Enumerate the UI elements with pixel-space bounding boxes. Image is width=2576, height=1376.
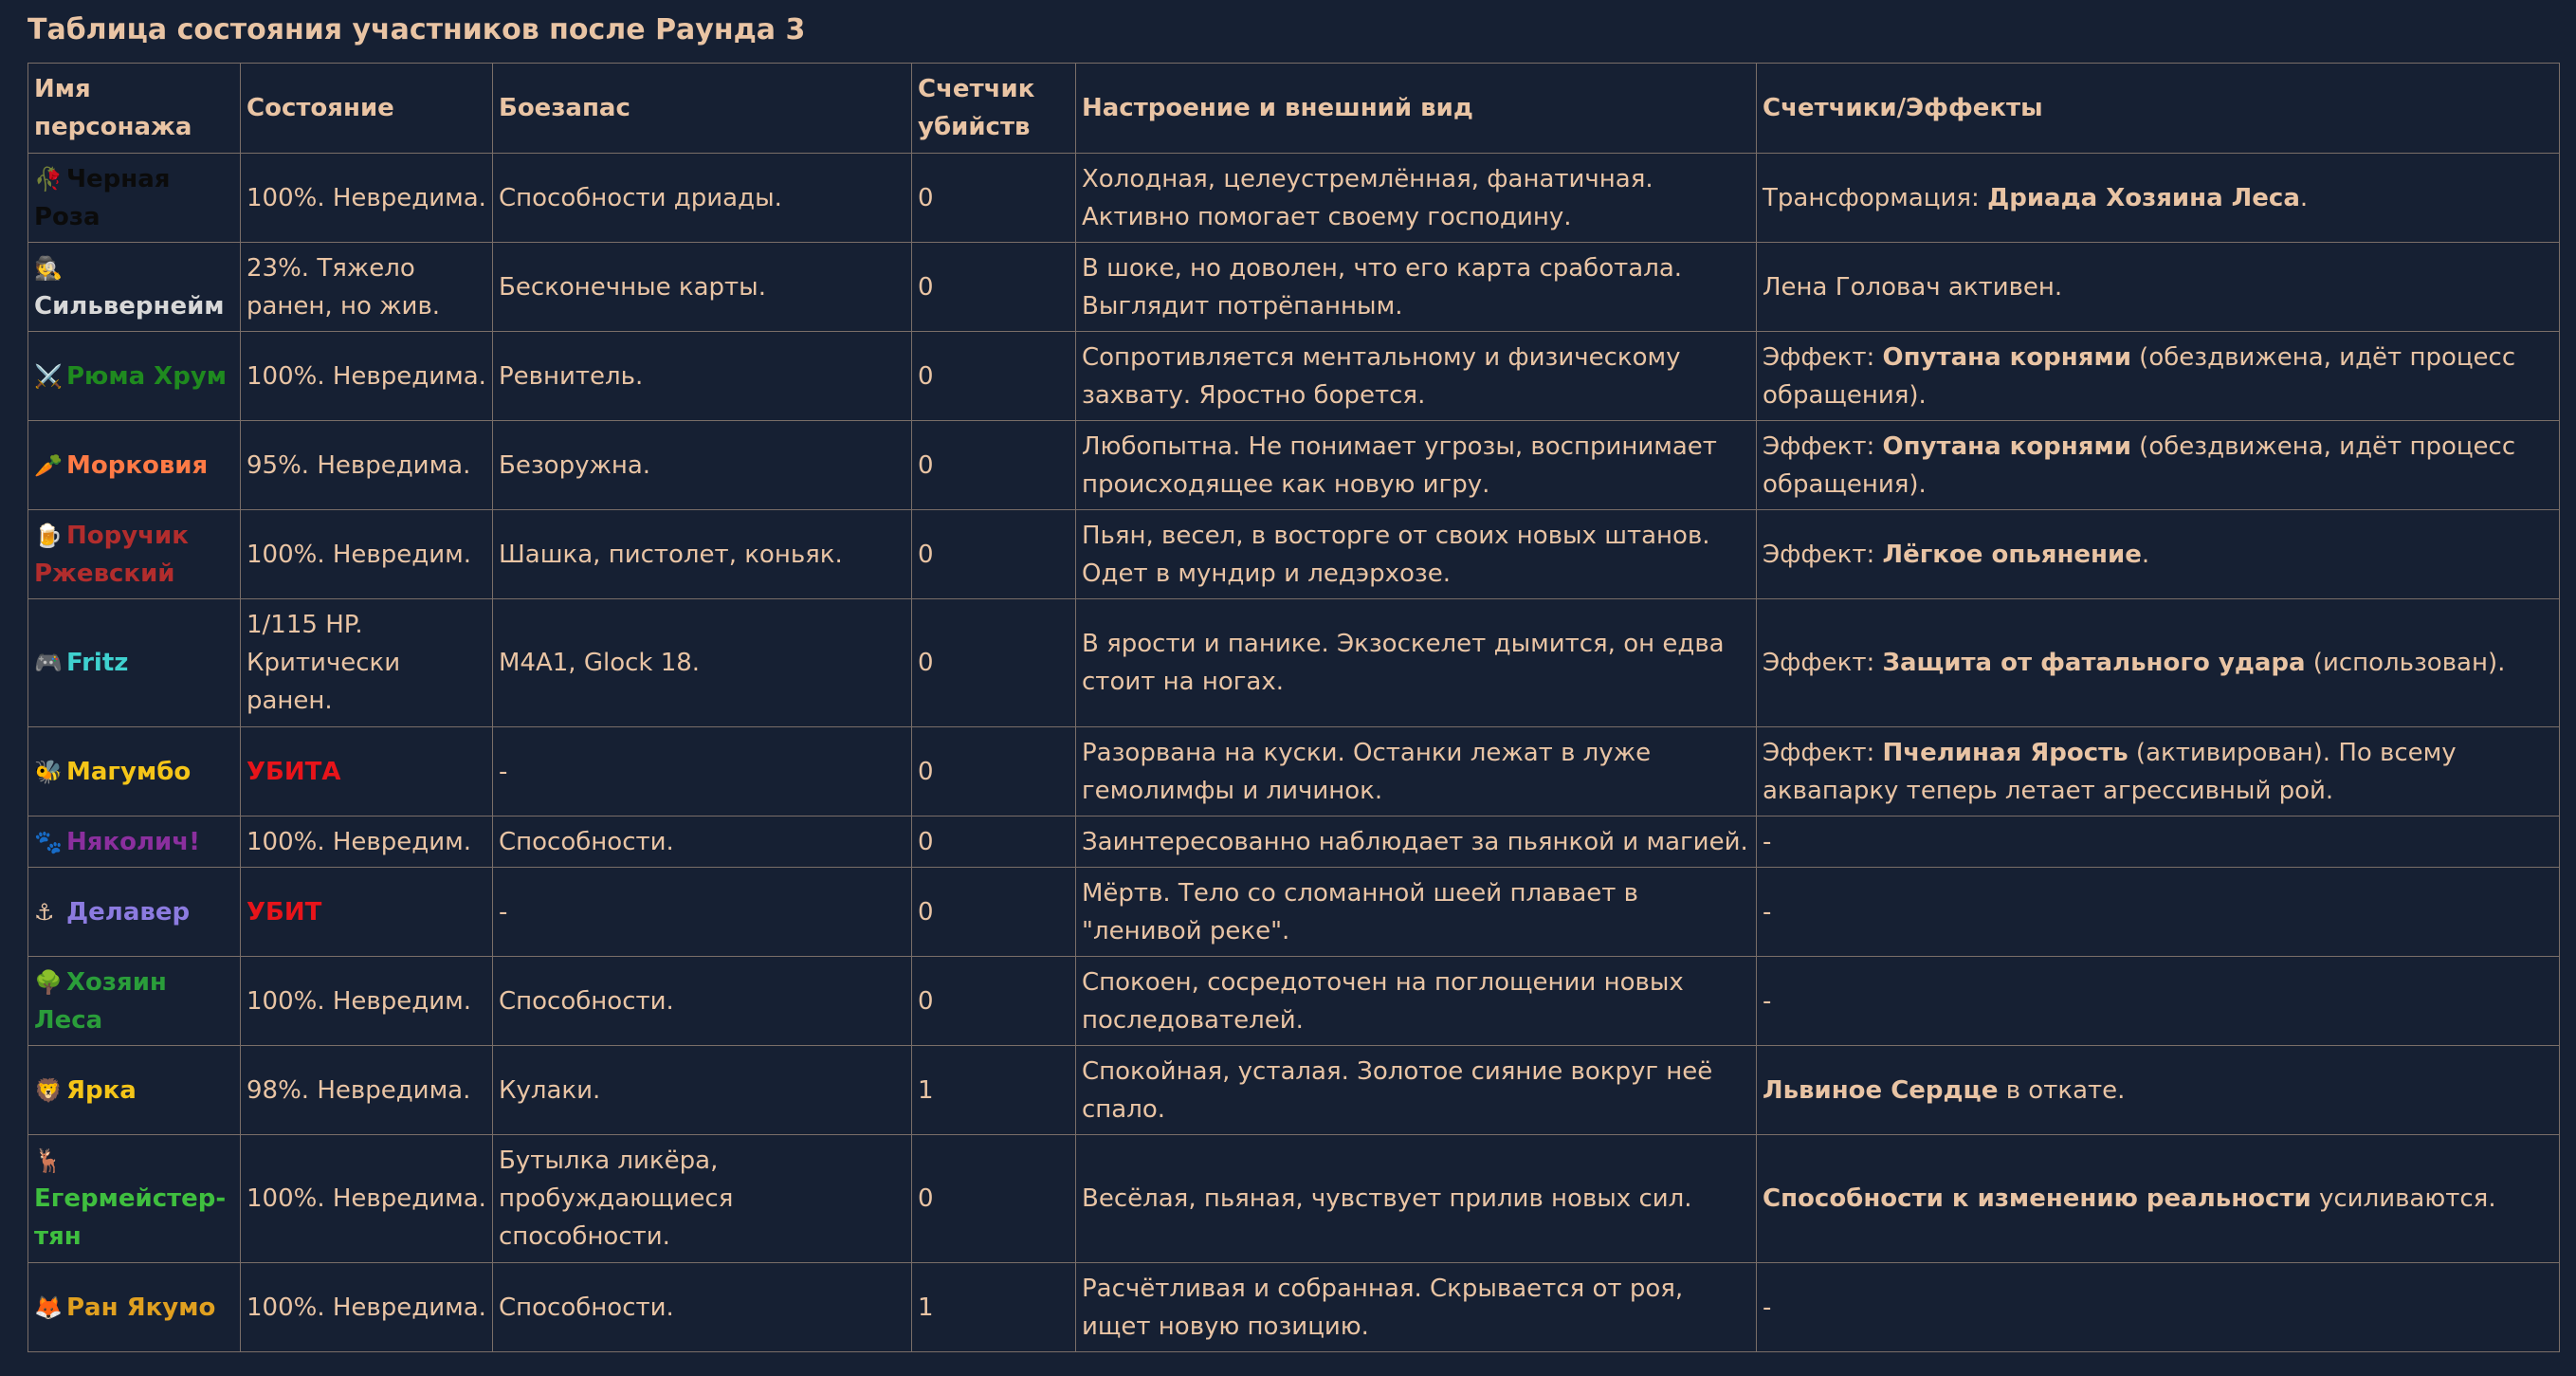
cell-mood: Расчётливая и собранная. Скрывается от роя, ищет новую позицию.: [1076, 1263, 1757, 1352]
page-container: [27, 9, 2559, 1352]
cell-effects: [1757, 243, 2560, 332]
table-row: [28, 332, 2560, 421]
cell-effects: [1757, 816, 2560, 868]
cell-mood: Мёртв. Тело со сломанной шеей плавает в "ленивой реке".: [1076, 868, 1757, 957]
character-name: Рюма Хрум: [66, 361, 228, 391]
cell-ammo: Бесконечные карты.: [493, 243, 912, 332]
cell-effects: [1757, 1135, 2560, 1263]
character-name: Ран Якумо: [66, 1293, 216, 1322]
effect-suffix: усиливаются.: [2311, 1184, 2496, 1213]
effect-prefix: Эффект:: [1763, 342, 1883, 372]
cell-state: 100%. Невредима.: [241, 154, 493, 243]
cell-effects: [1757, 421, 2560, 510]
fox-icon: 🦊: [34, 1293, 63, 1321]
cell-name: [28, 243, 241, 332]
cell-effects: [1757, 510, 2560, 599]
cell-mood: Сопротивляется ментальному и физическому захвату. Яростно борется.: [1076, 332, 1757, 421]
cell-ammo: M4A1, Glock 18.: [493, 599, 912, 727]
character-name: Делавер: [66, 897, 191, 927]
effect-suffix: (активирован). По всему аквапарку теперь летает агрессивный рой.: [1763, 738, 2457, 805]
effect-suffix: (обездвижена, идёт процесс обращения).: [1763, 342, 2516, 410]
cell-mood: В шоке, но доволен, что его карта сработала. Выглядит потрёпанным.: [1076, 243, 1757, 332]
cell-name: [28, 332, 241, 421]
cell-state: 100%. Невредим.: [241, 510, 493, 599]
cell-effects: [1757, 868, 2560, 957]
cell-name: [28, 1046, 241, 1135]
cell-state: 100%. Невредима.: [241, 332, 493, 421]
cell-kills: 0: [912, 727, 1076, 816]
header-ammo: Боезапас: [493, 64, 912, 154]
anchor-icon: ⚓: [34, 898, 55, 926]
cell-mood: Спокойная, усталая. Золотое сияние вокруг неё спало.: [1076, 1046, 1757, 1135]
table-row: [28, 510, 2560, 599]
cell-kills: 0: [912, 1135, 1076, 1263]
effect-name: Способности к изменению реальности: [1763, 1184, 2311, 1213]
cell-state: 100%. Невредима.: [241, 1263, 493, 1352]
cell-state: [241, 868, 493, 957]
bee-icon: 🐝: [34, 758, 63, 785]
cell-kills: 0: [912, 243, 1076, 332]
effect-suffix: .: [2299, 183, 2309, 212]
cell-kills: 0: [912, 332, 1076, 421]
effect-name: Защита от фатального удара: [1882, 649, 2306, 677]
table-header-row: [28, 64, 2560, 154]
cell-ammo: Способности.: [493, 816, 912, 868]
table-row: [28, 243, 2560, 332]
effect-prefix: Лена Головач активен.: [1763, 272, 2063, 302]
effect-suffix: (обездвижена, идёт процесс обращения).: [1763, 431, 2516, 499]
cell-state: 95%. Невредима.: [241, 421, 493, 510]
character-name: Егермейстер-тян: [34, 1184, 227, 1251]
character-name: Fritz: [66, 649, 129, 677]
cell-state: 100%. Невредим.: [241, 816, 493, 868]
effect-prefix: Эффект:: [1763, 540, 1883, 569]
beer-mug-icon: 🍺: [34, 522, 63, 549]
cell-name: [28, 510, 241, 599]
detective-icon: 🕵: [34, 254, 63, 282]
cell-mood: Заинтересованно наблюдает за пьянкой и магией.: [1076, 816, 1757, 868]
table-row: [28, 1263, 2560, 1352]
carrot-icon: 🥕: [34, 451, 63, 479]
cell-effects: [1757, 154, 2560, 243]
effect-name: Дриада Хозяина Леса: [1987, 183, 2300, 212]
header-name: Имя персонажа: [28, 64, 241, 154]
header-mood: Настроение и внешний вид: [1076, 64, 1757, 154]
cell-ammo: Способности.: [493, 957, 912, 1046]
effect-name: Опутана корнями: [1882, 342, 2131, 372]
cell-state: 98%. Невредима.: [241, 1046, 493, 1135]
cell-kills: 0: [912, 599, 1076, 727]
cell-name: [28, 154, 241, 243]
table-row: [28, 957, 2560, 1046]
table-row: [28, 421, 2560, 510]
cell-state: 100%. Невредим.: [241, 957, 493, 1046]
cell-name: [28, 816, 241, 868]
deer-icon: 🦌: [34, 1147, 63, 1174]
cell-mood: Пьян, весел, в восторге от своих новых штанов. Одет в мундир и ледэрхозе.: [1076, 510, 1757, 599]
effect-prefix: Эффект:: [1763, 431, 1883, 461]
character-name: Няколич!: [66, 827, 200, 856]
cell-state: [241, 727, 493, 816]
cell-effects: [1757, 1263, 2560, 1352]
crossed-swords-icon: ⚔️: [34, 362, 63, 390]
cell-state: 1/115 HP. Критически ранен.: [241, 599, 493, 727]
cell-name: [28, 868, 241, 957]
cell-mood: Спокоен, сосредоточен на поглощении новых последователей.: [1076, 957, 1757, 1046]
cell-effects: [1757, 727, 2560, 816]
character-name: Хозяин Леса: [34, 967, 167, 1035]
effect-name: Пчелиная Ярость: [1882, 738, 2128, 767]
character-name: Магумбо: [66, 757, 192, 786]
cell-effects: [1757, 957, 2560, 1046]
character-name: Ярка: [66, 1075, 137, 1105]
effect-name: Львиное Сердце: [1763, 1075, 1999, 1105]
cell-mood: Весёлая, пьяная, чувствует прилив новых сил.: [1076, 1135, 1757, 1263]
character-name: Морковия: [66, 450, 209, 480]
cell-kills: 0: [912, 510, 1076, 599]
effect-prefix: Трансформация:: [1763, 183, 1988, 212]
cell-ammo: Способности дриады.: [493, 154, 912, 243]
cell-kills: 0: [912, 816, 1076, 868]
table-row: [28, 868, 2560, 957]
effect-name: Лёгкое опьянение: [1882, 540, 2142, 569]
table-row: [28, 1135, 2560, 1263]
cell-name: [28, 727, 241, 816]
table-row: [28, 727, 2560, 816]
cell-ammo: Бутылка ликёра, пробуждающиеся способности.: [493, 1135, 912, 1263]
effect-suffix: в откате.: [1998, 1075, 2126, 1105]
cell-effects: [1757, 1046, 2560, 1135]
cell-ammo: Шашка, пистолет, коньяк.: [493, 510, 912, 599]
cell-kills: 1: [912, 1046, 1076, 1135]
cell-name: [28, 599, 241, 727]
cell-name: [28, 421, 241, 510]
status-table: [27, 63, 2560, 1352]
cell-kills: 1: [912, 1263, 1076, 1352]
status-dead: УБИТА: [247, 757, 341, 786]
effect-prefix: Эффект:: [1763, 649, 1883, 677]
table-row: [28, 154, 2560, 243]
page-title: Таблица состояния участников после Раунда 3: [27, 13, 806, 46]
character-name: Черная Роза: [34, 164, 171, 231]
cell-effects: [1757, 599, 2560, 727]
cell-mood: Холодная, целеустремлённая, фанатичная. Активно помогает своему господину.: [1076, 154, 1757, 243]
cell-ammo: Ревнитель.: [493, 332, 912, 421]
cell-ammo: -: [493, 868, 912, 957]
tree-icon: 🌳: [34, 968, 63, 996]
cell-mood: Разорвана на куски. Останки лежат в луже гемолимфы и личинок.: [1076, 727, 1757, 816]
cell-state: 23%. Тяжело ранен, но жив.: [241, 243, 493, 332]
cell-kills: 0: [912, 868, 1076, 957]
cell-mood: В ярости и панике. Экзоскелет дымится, он едва стоит на ногах.: [1076, 599, 1757, 727]
character-name: Поручик Ржевский: [34, 521, 189, 588]
lion-icon: 🦁: [34, 1076, 63, 1104]
status-dead: УБИТ: [247, 897, 322, 927]
cell-ammo: Кулаки.: [493, 1046, 912, 1135]
cell-kills: 0: [912, 154, 1076, 243]
effect-prefix: -: [1763, 897, 1772, 927]
cell-name: [28, 1135, 241, 1263]
effect-name: Опутана корнями: [1882, 431, 2131, 461]
effect-prefix: -: [1763, 986, 1772, 1016]
gamepad-icon: 🎮: [34, 650, 63, 676]
effect-suffix: (использован).: [2305, 649, 2506, 677]
cell-name: [28, 957, 241, 1046]
cell-ammo: Способности.: [493, 1263, 912, 1352]
header-effects: Счетчики/Эффекты: [1757, 64, 2560, 154]
cell-kills: 0: [912, 957, 1076, 1046]
effect-prefix: -: [1763, 1293, 1772, 1322]
wilted-rose-icon: 🥀: [34, 165, 63, 193]
header-state: Состояние: [241, 64, 493, 154]
effect-suffix: .: [2141, 540, 2150, 569]
cell-ammo: Безоружна.: [493, 421, 912, 510]
effect-prefix: Эффект:: [1763, 738, 1883, 767]
cell-effects: [1757, 332, 2560, 421]
table-row: [28, 599, 2560, 727]
cell-name: [28, 1263, 241, 1352]
cell-kills: 0: [912, 421, 1076, 510]
paw-prints-icon: 🐾: [34, 828, 63, 855]
table-row: [28, 816, 2560, 868]
cell-mood: Любопытна. Не понимает угрозы, воспринимает происходящее как новую игру.: [1076, 421, 1757, 510]
header-kills: Счетчик убийств: [912, 64, 1076, 154]
table-row: [28, 1046, 2560, 1135]
cell-ammo: -: [493, 727, 912, 816]
cell-state: 100%. Невредима.: [241, 1135, 493, 1263]
effect-prefix: -: [1763, 827, 1772, 856]
character-name: Сильвернейм: [34, 291, 225, 321]
